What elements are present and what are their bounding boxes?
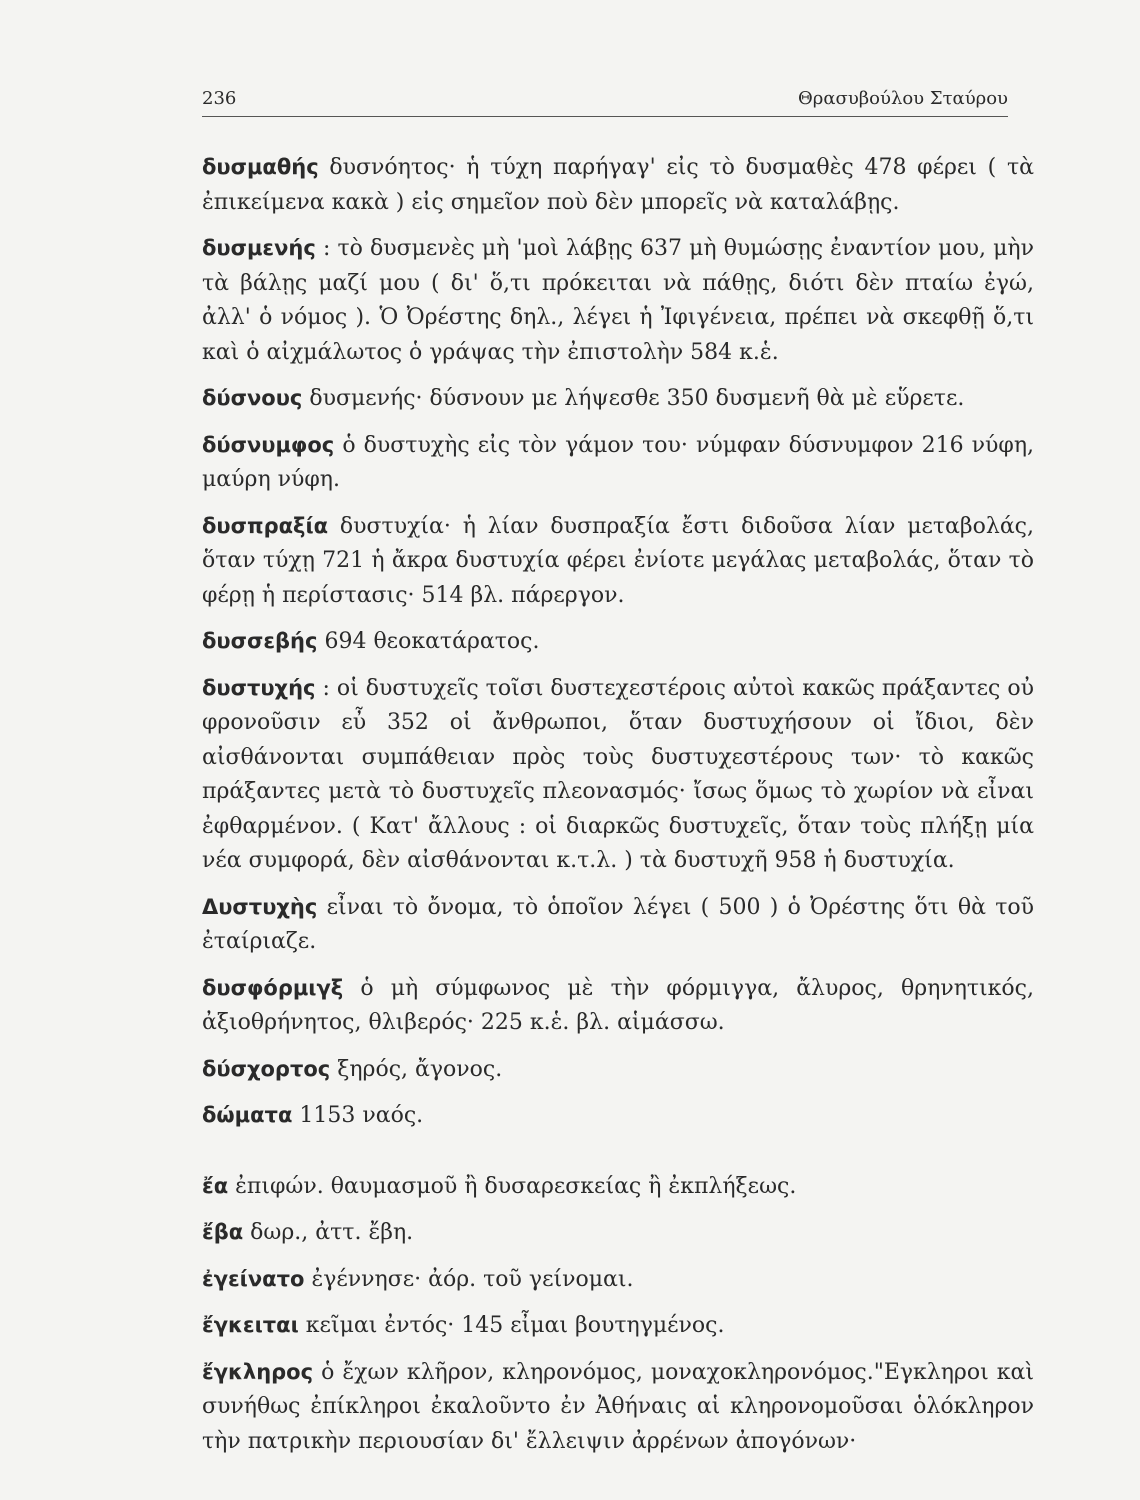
- entry-headword: δύσχορτος: [202, 1056, 331, 1081]
- glossary-entry: [202, 509, 1034, 614]
- glossary-entry: [202, 1215, 1034, 1251]
- glossary-entry: [202, 1098, 1034, 1134]
- running-head: [202, 86, 1008, 117]
- entry-definition: ὁ μὴ σύμφωνος μὲ τὴν φόρμιγγα, ἄλυρος, θρηνητικός, ἀξιοθρήνητος, θλιβερός· 225 κ.ἑ. βλ. αἱμάσσω.: [202, 975, 1034, 1035]
- entry-headword: ἔγκειται: [202, 1313, 299, 1337]
- entry-headword: δύσνους: [202, 386, 303, 410]
- entry-headword: ἔα: [202, 1173, 229, 1198]
- entry-headword: δυσσεβής: [202, 629, 318, 653]
- glossary-entry: [202, 971, 1034, 1041]
- entry-headword: δυσπραξία: [202, 513, 329, 538]
- glossary-entry: [202, 1262, 1034, 1298]
- entry-definition: 1153 ναός.: [299, 1103, 424, 1128]
- entry-definition: δυσμενής· δύσνουν με λήψεσθε 350 δυσμενῆ θὰ μὲ εὕρετε.: [309, 386, 965, 411]
- entry-definition: ξηρός, ἄγονος.: [337, 1056, 503, 1082]
- entry-headword: δυσμενής: [202, 236, 316, 260]
- entry-definition: δυστυχία· ἡ λίαν δυσπραξία ἔστι διδοῦσα λίαν μεταβολάς, ὅταν τύχῃ 721 ἡ ἄκρα δυστυχία φέρει ἐνίοτε μεγάλας μεταβολάς, ὅταν τὸ φέρῃ ἡ περίστασις· 514 βλ. πάρεργον.: [202, 513, 1034, 608]
- entry-headword: δυστυχής: [202, 675, 316, 700]
- entry-headword: ἐγείνατο: [202, 1266, 305, 1291]
- glossary-entry: [202, 150, 1034, 220]
- glossary-entry: [202, 1355, 1034, 1460]
- entry-definition: 694 θεοκατάρατος.: [324, 629, 540, 654]
- entry-definition: κεῖμαι ἐντός· 145 εἶμαι βουτηγμένος.: [305, 1313, 725, 1338]
- entry-headword: δώματα: [202, 1103, 293, 1127]
- entry-definition: ὁ ἔχων κλῆρον, κληρονόμος, μοναχοκληρονόμος."Εγκληροι καὶ συνήθως ἐπίκληροι ἐκαλοῦντο ἐν Ἀθήναις αἱ κληρονομοῦσαι ὁλόκληρον τὴν πατρικὴν περιουσίαν δι' ἔλλειψιν ἀρρένων ἀπογόνων·: [202, 1359, 1034, 1454]
- glossary-entry: [202, 624, 1034, 660]
- entry-headword: ἔγκληρος: [202, 1359, 314, 1384]
- entry-definition: : τὸ δυσμενὲς μὴ 'μοὶ λάβῃς 637 μὴ θυμώσῃς ἐναντίον μου, μὴν τὰ βάλῃς μαζί μου ( δι' ὅ,τι πρόκειται νὰ πάθῃς, διότι δὲν πταίω ἐγώ, ἀλλ' ὁ νόμος ). Ὁ Ὀρέστης δηλ., λέγει ἡ Ἰφιγένεια, πρέπει νὰ σκεφθῇ ὅ,τι καὶ ὁ αἰχμάλωτος ὁ γράψας τὴν ἐπιστολὴν 584 κ.ἑ.: [202, 236, 1034, 365]
- glossary-entry: [202, 1052, 1034, 1088]
- glossary-entry: [202, 1169, 1034, 1205]
- entry-headword: δυσμαθής: [202, 155, 319, 179]
- entry-definition: δωρ., ἀττ. ἔβη.: [250, 1220, 414, 1245]
- running-head-author: Θρασυβούλου Σταύρου: [798, 88, 1008, 109]
- section-gap: [202, 1145, 1034, 1169]
- entry-definition: δυσνόητος· ἡ τύχη παρήγαγ' εἰς τὸ δυσμαθὲς 478 φέρει ( τὰ ἐπικείμενα κακὰ ) εἰς σημεῖον ποὺ δὲν μπορεῖς νὰ καταλάβῃς.: [202, 155, 1034, 215]
- entry-headword: Δυστυχὴς: [202, 894, 318, 919]
- entry-definition: ὁ δυστυχὴς εἰς τὸν γάμον του· νύμφαν δύσνυμφον 216 νύφη, μαύρη νύφη.: [202, 432, 1034, 492]
- glossary-entry: [202, 890, 1034, 960]
- entry-headword: ἔβα: [202, 1220, 244, 1244]
- entry-headword: δυσφόρμιγξ: [202, 975, 344, 1000]
- page-number: 236: [202, 88, 237, 109]
- glossary-entry: [202, 231, 1034, 370]
- entry-definition: ἐπιφών. θαυμασμοῦ ἢ δυσαρεσκείας ἢ ἐκπλήξεως.: [235, 1173, 797, 1199]
- glossary-text: [202, 150, 1034, 1470]
- glossary-entry: [202, 1308, 1034, 1344]
- entry-definition: εἶναι τὸ ὄνομα, τὸ ὁποῖον λέγει ( 500 ) ὁ Ὀρέστης ὅτι θὰ τοῦ ἐταίριαζε.: [202, 894, 1034, 954]
- entry-definition: ἐγέννησε· ἀόρ. τοῦ γείνομαι.: [311, 1266, 634, 1292]
- glossary-entry: [202, 428, 1034, 498]
- glossary-entry: [202, 381, 1034, 417]
- glossary-entry: [202, 671, 1034, 879]
- entry-headword: δύσνυμφος: [202, 432, 335, 457]
- entry-definition: : οἱ δυστυχεῖς τοῖσι δυστεχεστέροις αὐτοὶ κακῶς πράξαντες οὐ φρονοῦσιν εὖ 352 οἱ ἄνθρωποι, ὅταν δυστυχήσουν οἱ ἴδιοι, δὲν αἰσθάνονται συμπάθειαν πρὸς τοὺς δυστυχεστέρους των· τὸ κακῶς πράξαντες μετὰ τὸ δυστυχεῖς πλεονασμός· ἴσως ὅμως τὸ χωρίον νὰ εἶναι ἐφθαρμένον. ( Κατ' ἄλλους : οἱ διαρκῶς δυστυχεῖς, ὅταν τοὺς πλήξῃ μία νέα συμφορά, δὲν αἰσθάνονται κ.τ.λ. ) τὰ δυστυχῆ 958 ἡ δυστυχία.: [202, 675, 1034, 873]
